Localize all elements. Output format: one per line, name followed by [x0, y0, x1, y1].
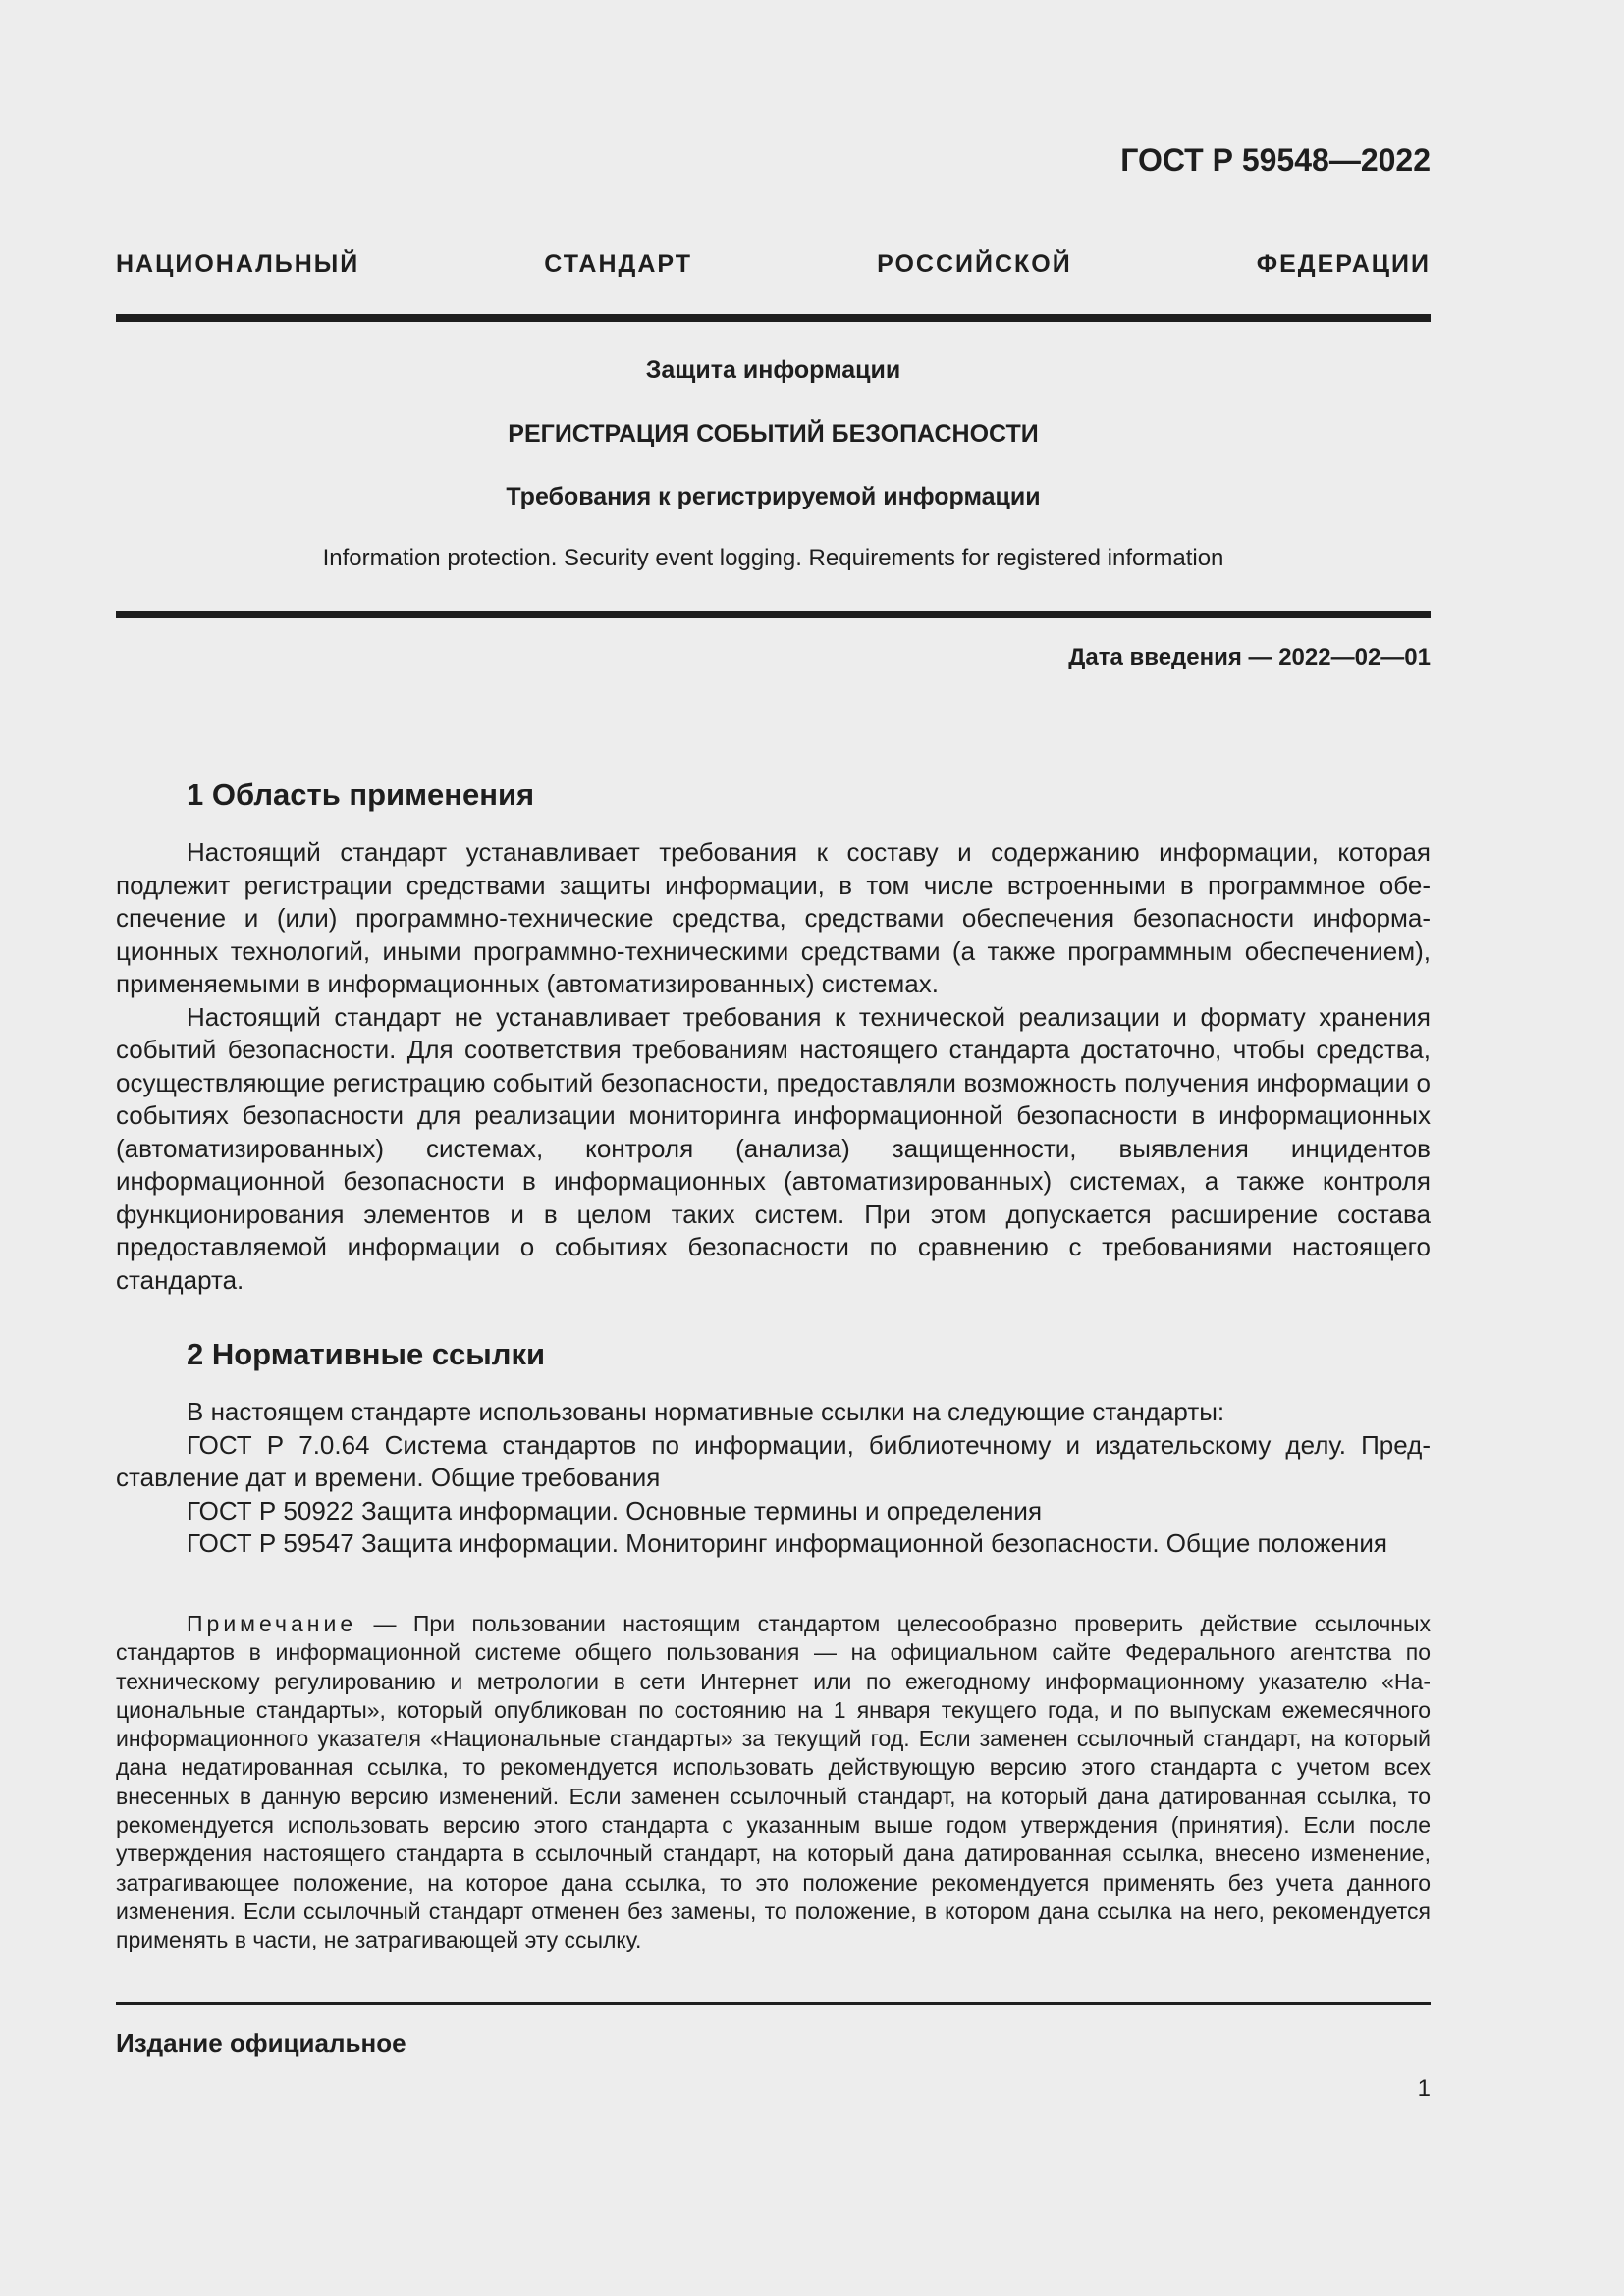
note-label: Примечание: [187, 1611, 357, 1636]
section-2-title: 2 Нормативные ссылки: [187, 1337, 546, 1371]
english-title: Information protection. Security event logging. Requirements for registered information: [322, 545, 1224, 571]
section-2-body: [116, 1396, 1431, 1561]
section-2-intro: В настоящем стандарте использованы нормативные ссылки на следующие стандарты:: [187, 1397, 1225, 1426]
section-1-body: [116, 836, 1431, 1297]
normative-reference: ГОСТ Р 50922 Защита информации. Основные термины и определения: [187, 1495, 1043, 1525]
normative-reference: ГОСТ Р 59547 Защита информации. Мониторинг информационной безопасности. Общие положения: [187, 1528, 1387, 1558]
document-number: ГОСТ Р 59548—2022: [1120, 142, 1431, 178]
document-page: [116, 0, 1431, 2296]
section-1-title: 1 Область применения: [187, 777, 535, 812]
note-text: — При пользовании настоящим стандартом целесообразно проверить действие ссылочных стандартов в информационной системе общего пользования — на официальном сайте Федерального агентства по техническому регулированию и метрологии в сети Интернет или по ежегодному информационному указателю «Национальные стандарты», который опубликован по состоянию на 1 января текущего года, и по выпускам ежемесячного информационного указателя «Национальные стандарты» за текущий год. Если заменен ссылочный стандарт, на который дана недатированная ссылка, то рекомендуется использовать действующую версию этого стандарта с учетом всех внесенных в данную версию изменений. Если заменен ссылочный стандарт, на который дана датированная ссылка, то рекомендуется использовать версию этого стандарта с указанным выше годом утверждения (принятия). Если после утверждения настоящего стандарта в ссылочный стандарт, на который дана датированная ссылка, внесено изменение, затрагивающее положение, на которое дана ссылка, то это положение рекомендуется применять без учета данного изменения. Если ссылочный стандарт отменен без замены, то положение, в котором дана ссылка на него, рекомендуется применять в части, не затрагивающей эту ссылку.: [116, 1611, 1431, 1953]
page-number: 1: [1417, 2075, 1431, 2102]
section-1-paragraph: Настоящий стандарт устанавливает требования к составу и содержанию информации, которая подлежит регистрации средствами защиты информации, в том числе встроенными в программное обеспечение и (или) программно-технические средства, средствами обеспечения безопасности информационных технологий, иными программно-техническими средствами (а также программным обеспечением), применяемыми в информационных (автоматизированных) системах.: [116, 837, 1431, 998]
title-line-1: Защита информации: [645, 356, 901, 384]
introduction-date: Дата введения — 2022—02—01: [1068, 644, 1431, 670]
section-1-paragraph: Настоящий стандарт не устанавливает требования к технической реализации и формату хранения событий безопасности. Для соответствия требованиям настоящего стандарта достаточно, чтобы средства, осуществляющие регистрацию событий безопасности, предоставляли возможность получения информации о событиях безопасности для реализации мониторинга информационной безопасности в информационных (автоматизированных) системах, контроля (анализа) защищенности, выявления инцидентов информационной безопасности в информационных (автоматизированных) системах, а также контроля функционирования элементов и в целом таких систем. При этом допускается расширение состава предоставляемой информации о событиях безопасности по сравнению с требованиями настоящего стандарта.: [116, 1001, 1431, 1295]
header-rule-top: [116, 314, 1431, 322]
official-edition-label: Издание официальное: [116, 2028, 406, 2057]
header-rule-bottom: [116, 611, 1431, 618]
title-line-2: РЕГИСТРАЦИЯ СОБЫТИЙ БЕЗОПАСНОСТИ: [508, 420, 1039, 448]
title-line-3: Требования к регистрируемой информации: [506, 483, 1041, 510]
section-2-note: [116, 1610, 1431, 1955]
normative-reference: ГОСТ Р 7.0.64 Система стандартов по информации, библиотечному и издательскому делу. Представление дат и времени. Общие требования: [116, 1429, 1431, 1492]
national-standard-heading: НАЦИОНАЛЬНЫЙ СТАНДАРТ РОССИЙСКОЙ ФЕДЕРАЦИИ: [116, 250, 1431, 278]
footer-rule: [116, 2002, 1431, 2005]
